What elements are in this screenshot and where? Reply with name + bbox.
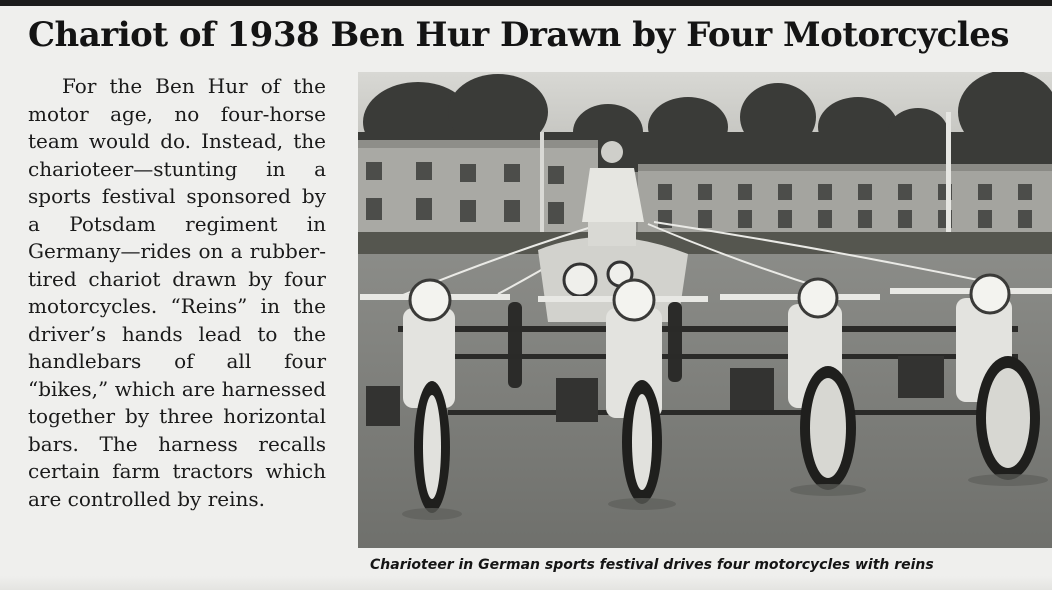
page-bottom-edge [0,576,1052,590]
headline: Chariot of 1938 Ben Hur Drawn by Four Motorcycles [28,15,1009,55]
top-rule [0,0,1052,6]
article-body: For the Ben Hur of the motor age, no four-horse team would do. Instead, the charioteer—stunting in a sports festival sponsored by a Potsdam regiment in Germany—rides on a rubber-tired chariot drawn by four motorcycles. “Reins” in the driver’s hands lead to the handlebars of all four “bikes,” which are harnessed together by three horizontal bars. The harness recalls certain farm tractors which are controlled by reins. [28,74,326,511]
photo-caption: Charioteer in German sports festival drives four motorcycles with reins [370,557,934,573]
chariot-photo-drawing [358,72,1052,548]
photo-crowd [358,232,1052,254]
chariot-photo [358,72,1052,548]
